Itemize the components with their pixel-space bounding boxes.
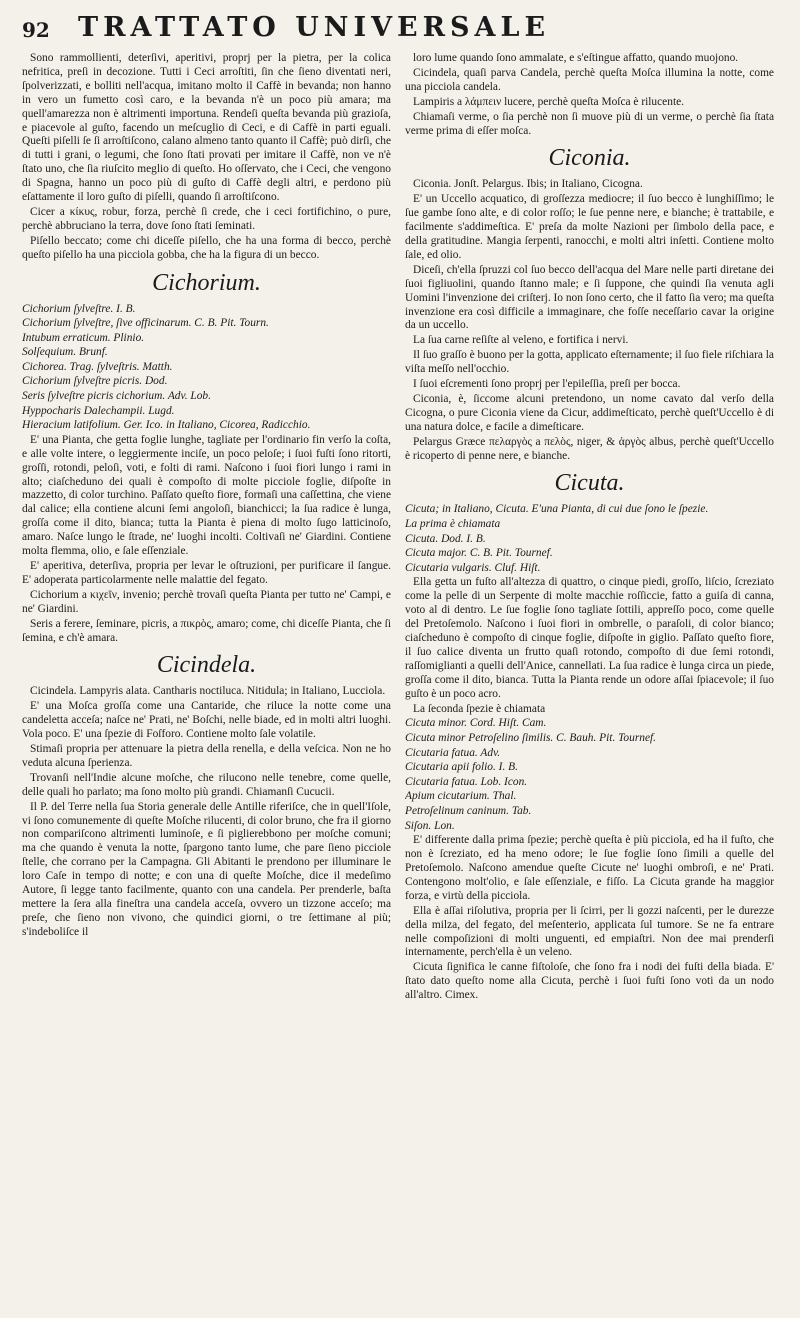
synonym-line: Solſequium. Brunf. bbox=[22, 346, 108, 359]
synonym-line: Cichorium ſylveſtre, ſive officinarum. C. B. Pit. Tourn. bbox=[22, 317, 269, 330]
paragraph: Chiamaſi verme, o ſia perchè non ſi muove più di un verme, o perchè ſia ſtata verme prima di eſſer moſca. bbox=[405, 110, 774, 137]
paragraph: Ciconia. Jonſt. Pelargus. Ibis; in Italiano, Cicogna. bbox=[413, 178, 643, 191]
paragraph: loro lume quando ſono ammalate, e s'eſtingue affatto, quando muojono. bbox=[413, 52, 739, 64]
paragraph: E' differente dalla prima ſpezie; perchè queſta è più picciola, ed ha il fuſto, che non è ſcreziato, ed ha meno odore; le ſue foglie ſono ſimili a quelle del Pretoſemolo. Naſcono amendue queſte Cicute ne' luoghi ombroſi, e ne' Prati. Contengono molt'olio, e ſale eſſenziale, e fiſſo. La Cicuta grande ha maggior forza, e virtù della picciola. bbox=[405, 834, 774, 902]
left-column bbox=[22, 52, 391, 1004]
section-heading-cicindela: Cicindela. bbox=[156, 652, 257, 679]
running-title: TRATTATO UNIVERSALE bbox=[78, 12, 551, 43]
paragraph: Ella getta un fuſto all'altezza di quattro, o cinque piedi, groſſo, liſcio, ſcreziato come la pelle di un Serpente di molte macchie roſſiccie, fatto a guiſa di canna, voto al di dentro. Le ſue foglie ſono tagliate ſottili, appreſſo poco, come quelle del Pretoſemolo. Naſcono i ſuoi fiori in ombrelle, o paraſoli, di color bianco; ciaſcheduno è compoſto di cinque foglie, diſpoſte in giglio. Paſſato queſto fiore, il ſuo calice diventa un frutto quaſi rotondo, compoſto di due ſemi rotondi, raſſomiglianti a quelli dell'Anice, cannellati. La ſua radice è lunga circa un piede, groſſa come il dito, bianca. Tutta la Pianta rende un odore aſſai ſpiacevole; il ſuo guſto è un poco acro. bbox=[405, 576, 774, 700]
right-column bbox=[405, 52, 774, 1004]
section-heading-ciconia: Ciconia. bbox=[548, 145, 631, 172]
synonym-line: Cicutaria fatua. Lob. Icon. bbox=[405, 775, 528, 788]
paragraph: Pelargus Græce πελαργὸς a πελὸς, niger, & ἀργὸς albus, perchè queſt'Uccello è ricoperto di penne nere, e bianche. bbox=[405, 435, 774, 462]
paragraph: E' una Pianta, che getta foglie lunghe, tagliate per l'ordinario fin verſo la coſta, e alle volte intere, o leggiermente inciſe, un poco peloſe; i ſuoi fuſti ſono ritorti, groſſi, rotondi, peloſi, voti, e folti di rami. Naſcono i ſuoi fiori lungo i rami in alto; ciaſcheduno dei quali è compoſto di molte picciole foglie, diſpoſte in mazzetto, di color turchino. Paſſato queſto fiore, formaſi una caſſettina, che viene dal calice; ella contiene alcuni ſemi angoloſi, bianchicci; la ſua radice è lunga, groſſa come il dito, bianca; tutta la Pianta è piena di molto ſugo latticinoſo, amaro. Naſce lungo le ſtrade, ne' luoghi incolti. Coltivaſi ne' Giardini. Contiene molta flemma, olio, e ſale eſſenziale. bbox=[22, 433, 391, 558]
paragraph: E' aperitiva, deterſiva, propria per levar le oſtruzioni, per purificare il ſangue. E' adoperata particolarmente nelle malattie del fegato. bbox=[22, 560, 391, 586]
synonym-line: Cicuta. Dod. I. B. bbox=[405, 532, 486, 545]
synonym-line: Cicuta minor Petroſelino ſimilis. C. Bauh. Pit. Tournef. bbox=[405, 732, 657, 744]
paragraph: Diceſi, ch'ella ſpruzzi col ſuo becco dell'acqua del Mare nelle parti diretane dei ſuoi figliuolini, quando ſtanno male; e ſi ſuppone, che quindi ſia venuta agli Uomini l'invenzione dei criſterj. Io non ſono certo, che il fatto ſia vero; ma queſta invenzione era così difficile a immaginare, che foſſe neceſſario cavar la origine da un uccello. bbox=[405, 263, 774, 332]
synonym-line: Hieracium latifolium. Ger. Ico. in Italiano, Cicorea, Radicchio. bbox=[22, 419, 311, 432]
synonym-line: Hyppocharis Dalechampii. Lugd. bbox=[22, 404, 175, 417]
paragraph: Cichorium a κιχεῖν, invenio; perchè trovaſi queſta Pianta per tutto ne' Campi, e ne' Giardini. bbox=[22, 588, 391, 615]
paragraph: Trovanſi nell'Indie alcune moſche, che rilucono nelle tenebre, come quelle, delle quali ho parlato; ma ſono molto più grandi. Chiamanſi Cucucii. bbox=[22, 771, 391, 798]
text-columns bbox=[22, 52, 774, 1004]
synonym-line: Cicutaria fatua. Adv. bbox=[405, 746, 501, 759]
synonym-line: Cicutaria apii folio. I. B. bbox=[405, 761, 518, 774]
synonym-line: Seris ſylveſtre picris cichorium. Adv. Lob. bbox=[22, 390, 211, 403]
paragraph: La ſua carne reſiſte al veleno, e fortifica i nervi. bbox=[413, 334, 629, 347]
paragraph: Cicer a κίκυς, robur, forza, perchè ſi crede, che i ceci fortifichino, o pure, perchè abbruciano la terra, dove ſono ſtati ſeminati. bbox=[22, 205, 391, 232]
paragraph: I ſuoi eſcrementi ſono proprj per l'epileſſia, preſi per bocca. bbox=[413, 378, 681, 391]
paragraph: Stimaſi propria per attenuare la pietra della renella, e della veſcica. Non ne ho veduta alcuna ſperienza. bbox=[22, 742, 391, 769]
paragraph: Il P. del Terre nella ſua Storia generale delle Antille riferiſce, che in quell'Iſole, vi ſono comunemente di queſte Moſche rilucenti, di color bruno, che fra il giorno non compariſcono altrimenti luminoſe, e ſi piglierebbono per moſche comuni; ma che quando è venuta la notte, ſpargono tanto lume, che pare ſieno picciole ſtelle, che corrano per la Campagna. Gli Abitanti le prendono per illuminare le loro Caſe in tempo di notte; e con una di queſte Moſche, dice il medeſimo Autore, ſi legge tanto facilmente, quanto con una candela. Per prenderle, baſta mettere la ſera alla fineſtra una candela acceſa, ovvero un tizzone acceſo; ma preſe, che ſieno non vivono, che quindici giorni, o tre ſettimane al più; s'indeboliſce il bbox=[22, 800, 391, 938]
paragraph: Piſello beccato; come chi diceſſe piſello, che ha una forma di becco, perchè queſto piſello ha una picciola gobba, che ha la figura di un becco. bbox=[22, 234, 391, 261]
synonym-line: Cichorium ſylveſtre. I. B. bbox=[22, 302, 136, 315]
synonym-line: Cicuta; in Italiano, Cicuta. E'una Pianta, di cui due ſono le ſpezie. bbox=[405, 503, 709, 516]
paragraph: E' un Uccello acquatico, di groſſezza mediocre; il ſuo becco è lunghiſſimo; le ſue gambe ſono alte, e di color roſſo; le ſue penne nere, e bianche; è trattabile, e facilmente s'addimeſtica. E' preſa da molte Nazioni per ſimbolo della pace, e della gratitudine. Mangia ſerpenti, ranocchi, e molti altri inſetti. Contiene molto ſale, ed olio. bbox=[405, 193, 774, 261]
paragraph: Sono rammollienti, deterſivi, aperitivi, proprj per la pietra, per la colica nefritica, preſi in decozione. Tutti i Ceci arroſtiti, ſin che ſieno diventati neri, ſpolverizzati, e bolliti nell'acqua, imitano molto il Caffè in bevanda; non hanno in vero un fumetto così caro, e la bevanda n'è un poco più amara; ma quell'amarezza non è altrimenti importuna. Rendeſi queſta bevanda più grazioſa, e piacevole al guſto, facendo un meſcuglio di Ceci, e di Caffè in parti eguali. Queſti piſelli ſe ſi arroſtiſcono, calano almeno tanto quanto il Caffè; può dirſi, che di tutti i grani, o legumi, che ſono ſtati provati per imitare il Caffè, non ve n'è ſtato uno, che ſia riuſcito meglio di queſto. Ho oſſervato, che i Ceci, che vengono di Spagna, hanno un poco più di guſto di Caffè degli altri, e perdono più eſattamente il loro guſto di piſelli, quando ſi arroſtiſcono. bbox=[22, 52, 391, 204]
paragraph: Seris a ferere, ſeminare, picris, a πικρὸς, amaro; come, chi diceſſe Pianta, che ſi ſemina, e ch'è amara. bbox=[22, 617, 391, 644]
paragraph: Ella è aſſai riſolutiva, propria per li ſcirri, per li gozzi naſcenti, per le durezze della milza, del fegato, del meſenterio, applicata ſul tumore. Se ne fa entrare nelle compoſizioni di molti unguenti, ed empiaſtri. Non dee mai prenderſi internamente, perch'ella è un veleno. bbox=[405, 904, 774, 959]
synonym-line: Cicuta major. C. B. Pit. Tournef. bbox=[405, 547, 553, 560]
page-number: 92 bbox=[22, 18, 50, 42]
paragraph: La ſeconda ſpezie è chiamata bbox=[413, 702, 546, 715]
synonym-line: Cicutaria vulgaris. Cluf. Hiſt. bbox=[405, 561, 541, 574]
paragraph: Lampiris a λάμπειν lucere, perchè queſta Moſca è rilucente. bbox=[413, 95, 685, 108]
synonym-line: Siſon. Lon. bbox=[405, 819, 455, 832]
synonym-line: Intubum erraticum. Plinio. bbox=[22, 331, 145, 344]
paragraph: E' una Moſca groſſa come una Cantaride, che riluce la notte come una candeletta acceſa; naſce ne' Prati, ne' Boſchi, nelle biade, ed in molti altri luoghi. Vola poco. E' una ſpezie di Foſforo. Contiene molto ſale volatile. bbox=[22, 700, 391, 741]
synonym-line: Cicuta minor. Cord. Hiſt. Cam. bbox=[405, 717, 547, 730]
synonym-line: La prima è chiamata bbox=[405, 517, 501, 530]
paragraph: Ciconia, è, ſiccome alcuni pretendono, un nome cavato dal verſo della Cicogna, o pure Ciconia viene da Cicur, addimeſticato, perchè queſt'Uccello è di una natura dolce, e facile a dimeſticare. bbox=[405, 392, 774, 433]
synonym-line: Cichorea. Trag. ſylveſtris. Matth. bbox=[22, 360, 173, 373]
synonym-line: Cichorium ſylveſtre picris. Dod. bbox=[22, 375, 168, 388]
running-head bbox=[22, 12, 774, 46]
section-heading-cicuta: Cicuta. bbox=[554, 470, 625, 497]
paragraph: Cicindela, quaſi parva Candela, perchè queſta Moſca illumina la notte, come una picciola candela. bbox=[405, 66, 774, 93]
paragraph: Il ſuo graſſo è buono per la gotta, applicato eſternamente; il ſuo fiele riſchiara la viſta meſſo nell'occhio. bbox=[405, 349, 774, 376]
synonym-line: Apium cicutarium. Thal. bbox=[405, 790, 517, 803]
section-heading-cichorium: Cichorium. bbox=[152, 269, 261, 296]
synonym-line: Petroſelinum caninum. Tab. bbox=[405, 804, 532, 817]
paragraph: Cicindela. Lampyris alata. Cantharis noctiluca. Nitidula; in Italiano, Lucciola. bbox=[30, 685, 386, 698]
paragraph: Cicuta ſignifica le canne fiſtoloſe, che ſono fra i nodi dei fuſti della biada. E' ſtato dato queſto nome alla Cicuta, perchè i ſuoi fuſti ſono voti da un nodo all'altro. Cimex. bbox=[405, 961, 774, 1002]
